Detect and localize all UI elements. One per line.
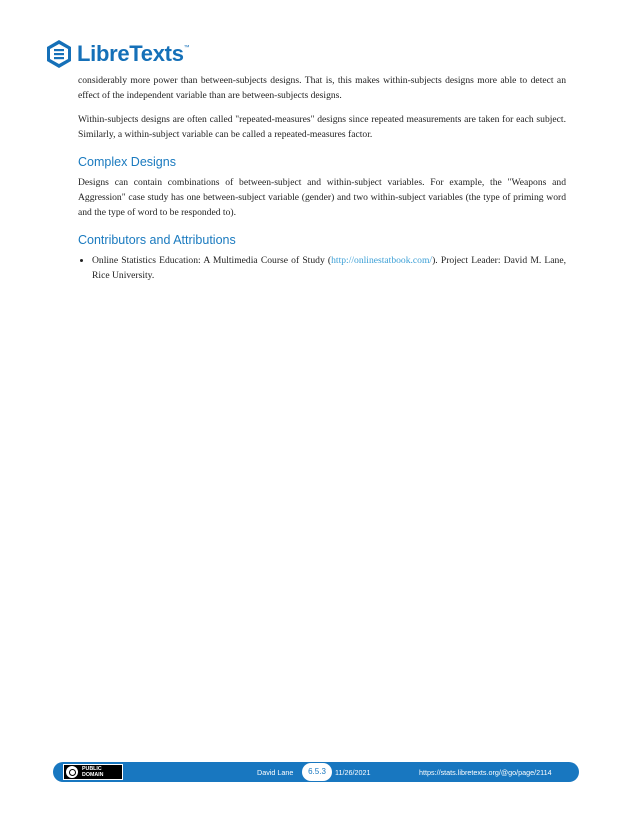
- logo-trademark: ™: [183, 45, 190, 51]
- attribution-suffix: ). Project Leader: David M. Lane, Rice University.: [92, 255, 566, 281]
- badge-line-1: PUBLIC: [82, 766, 102, 772]
- attribution-item: [92, 253, 566, 283]
- page-footer: [53, 762, 579, 782]
- attribution-prefix: Online Statistics Education: A Multimedia Course of Study (: [92, 255, 332, 266]
- public-domain-badge[interactable]: [63, 764, 123, 780]
- libretexts-logo[interactable]: [44, 38, 190, 70]
- footer-date: 11/26/2021: [335, 768, 371, 777]
- public-domain-icon: [66, 766, 78, 778]
- onlinestatbook-link[interactable]: http://onlinestatbook.com/: [331, 255, 433, 266]
- page-content: [78, 73, 566, 283]
- paragraph-complex-designs: Designs can contain combinations of between-subject and within-subject variables. For example, the "Weapons and Aggression" case study has one between-subject variable (gender) and two within-subject variables (the type of priming word and the type of word to be responded to).: [78, 177, 566, 218]
- libretexts-logo-icon: [44, 39, 74, 69]
- paragraph-repeated-measures: Within-subjects designs are often called "repeated-measures" designs since repeated measurements are taken for each subject. Similarly, a within-subject variable can be called a repeated-measures factor.: [78, 114, 566, 140]
- footer-url[interactable]: https://stats.libretexts.org/@go/page/2114: [419, 768, 552, 777]
- paragraph-power: considerably more power than between-subjects designs. That is, this makes within-subjects designs more able to detect an effect of the independent variable than are between-subjects designs.: [78, 75, 566, 101]
- heading-complex-designs: Complex Designs: [78, 155, 176, 169]
- footer-page-number: 6.5.3: [302, 763, 332, 781]
- heading-contributors: Contributors and Attributions: [78, 233, 236, 247]
- logo-text: LibreTexts: [77, 41, 184, 66]
- attribution-list: [78, 253, 566, 283]
- footer-author: David Lane: [257, 768, 294, 777]
- badge-line-2: DOMAIN: [82, 772, 104, 778]
